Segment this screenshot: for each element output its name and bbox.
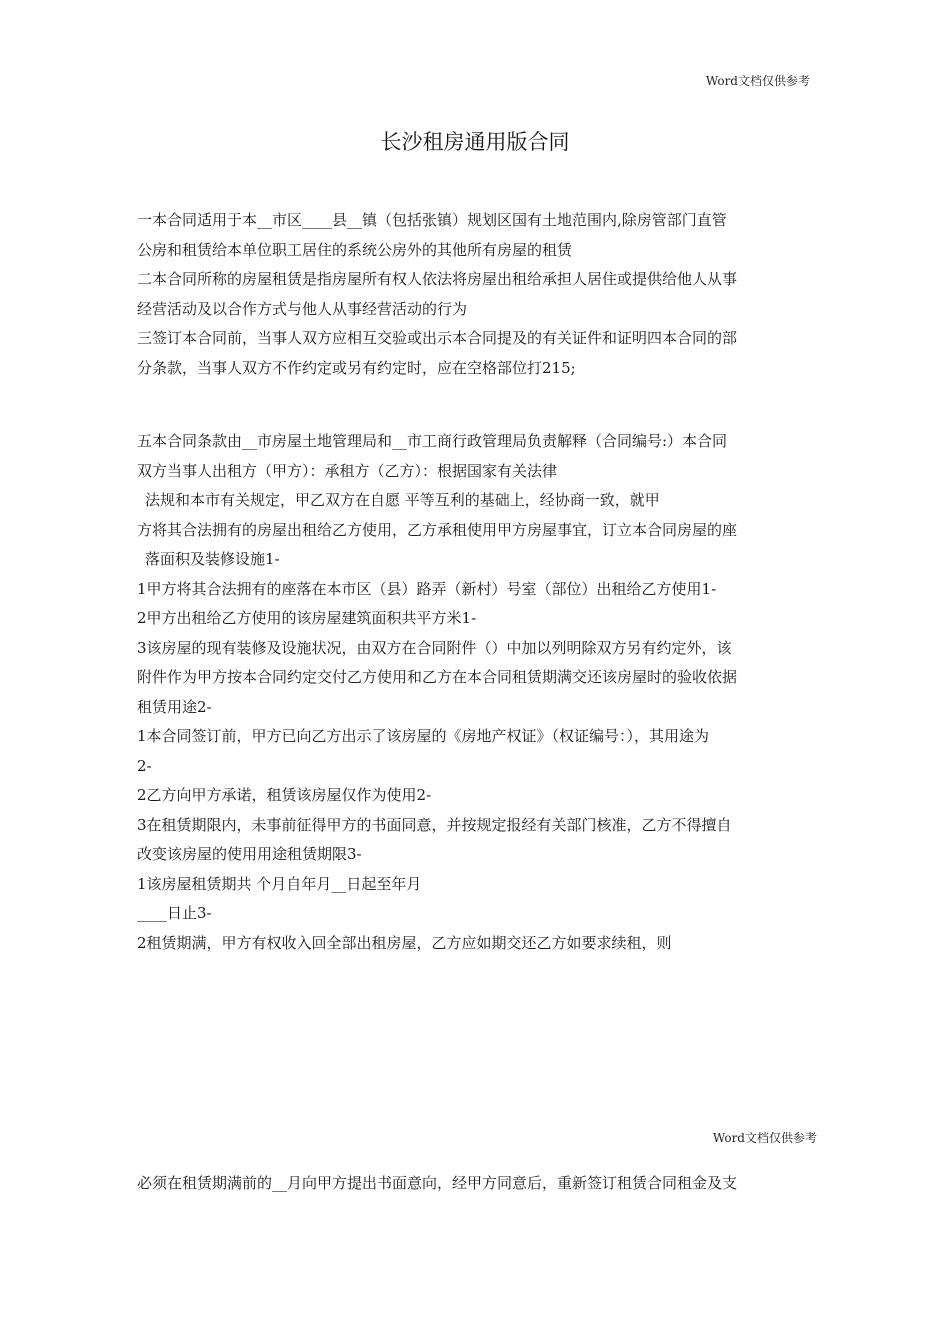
paragraph-line: 3在租赁期限内，未事前征得甲方的书面同意，并按规定报经有关部门核准，乙方不得擅自 [137,815,732,834]
paragraph-line: 1甲方将其合法拥有的座落在本市区（县）路弄（新村）号室（部位）出租给乙方使用1- [137,579,717,598]
paragraph-line: 分条款，当事人双方不作约定或另有约定时，应在空格部位打215; [137,358,576,377]
paragraph-line: 五本合同条款由__市房屋土地管理局和__市工商行政管理局负责解释（合同编号:）本合同 [137,432,728,450]
paragraph-line: 二本合同所称的房屋租赁是指房屋所有权人依法将房屋出租给承担人居住或提供给他人从事 [137,270,738,288]
paragraph-line: 双方当事人出租方（甲方）：承租方（乙方）：根据国家有关法律 [137,461,558,480]
paragraph-line: 附件作为甲方按本合同约定交付乙方使用和乙方在本合同租赁期满交还该房屋时的验收依据 [137,668,738,686]
paragraph-line: 2乙方向甲方承诺，租赁该房屋仅作为使用2- [137,786,432,804]
paragraph-line: 1该房屋租赁期共 个月自年月__日起至年月 [137,874,422,893]
paragraph-gap [137,383,827,427]
paragraph-line: 方将其合法拥有的房屋出租给乙方使用，乙方承租使用甲方房屋事宜，订立本合同房屋的座 [137,520,738,539]
continuation-line: 必须在租赁期满前的__月向甲方提出书面意向，经甲方同意后，重新签订租赁合同租金及支 [137,1174,738,1192]
document-body [137,206,827,958]
document-title: 长沙租房通用版合同 [380,130,570,154]
paragraph-line: 公房和租赁给本单位职工居住的系统公房外的其他所有房屋的租赁 [137,240,573,259]
header-note: Word文档仅供参考 [705,74,810,88]
paragraph-line: 三签订本合同前，当事人双方应相互交验或出示本合同提及的有关证件和证明四本合同的部 [137,329,738,347]
paragraph-line: 一本合同适用于本__市区____县__镇（包括张镇）规划区国有土地范围内,除房管部门直管 [137,211,727,229]
paragraph-line: 3该房屋的现有装修及设施状况，由双方在合同附件（）中加以列明除双方另有约定外，该 [137,638,732,657]
paragraph-line: 2- [137,756,152,775]
paragraph-line: ____日止3- [137,904,212,922]
footer-note: Word文档仅供参考 [712,1131,817,1145]
paragraph-line: 落面积及装修设施1- [145,550,280,568]
paragraph-line: 2甲方出租给乙方使用的该房屋建筑面积共平方米1- [137,609,477,627]
paragraph-line: 1本合同签订前，甲方已向乙方出示了该房屋的《房地产权证》（权证编号：），其用途为 [137,727,710,745]
paragraph-line: 租赁用途2- [137,697,212,716]
paragraph-line: 法规和本市有关规定，甲乙双方在自愿 平等互利的基础上，经协商一致，就甲 [145,491,660,509]
paragraph-line: 改变该房屋的使用用途租赁期限3- [137,845,362,863]
paragraph-line: 经营活动及以合作方式与他人从事经营活动的行为 [137,299,468,318]
paragraph-line: 2租赁期满，甲方有权收入回全部出租房屋，乙方应如期交还乙方如要求续租，则 [137,933,672,952]
